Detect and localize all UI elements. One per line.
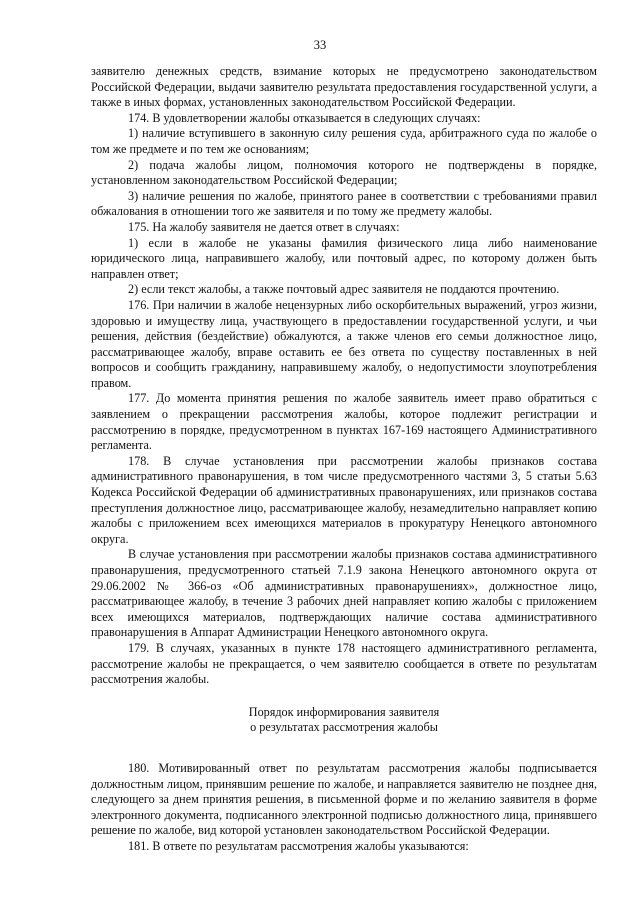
paragraph-174: 174. В удовлетворении жалобы отказывается в следующих случаях: <box>128 110 481 125</box>
paragraph-178: 178. В случае установления при рассмотрении жалобы признаков состава административного правонарушения, в том числе предусмотренного частями 3, 5 статьи 5.63 Кодекса Российской Федерации об административных правонарушениях, или признаков состава преступления должностное лицо, рассматривающее жалобу, незамедлительно направляет копию жалобы с приложением всех имеющихся материалов в прокуратуру Ненецкого автономного округа. <box>91 453 597 546</box>
list-item-175-2: 2) если текст жалобы, а также почтовый адрес заявителя не поддаются прочтению. <box>128 282 560 297</box>
section-heading-line-2: о результатах рассмотрения жалобы <box>250 720 438 735</box>
paragraph-176: 176. При наличии в жалобе нецензурных либо оскорбительных выражений, угроз жизни, здоровью и имуществу лица, участвующего в предоставлении государственной услуги, и чьи решения, действия (бездействие) обжалуются, а также членов его семьи должностное лицо, рассматривающее жалобу, вправе оставить ее без ответа по существу поставленных в ней вопросов и сообщить гражданину, направившему жалобу, о недопустимости злоупотребления правом. <box>91 297 597 390</box>
list-item-174-3: 3) наличие решения по жалобе, принятого ранее в соответствии с требованиями правил обжалования в отношении того же заявителя и по тому же предмету жалобы. <box>91 188 597 219</box>
paragraph-175: 175. На жалобу заявителя не дается ответ в случаях: <box>128 219 400 234</box>
paragraph-177: 177. До момента принятия решения по жалобе заявитель имеет право обратиться с заявлением о прекращении рассмотрения жалобы, которое подлежит регистрации и рассмотрению в порядке, предусмотренном в пунктах 167-169 настоящего Административного регламента. <box>91 391 597 453</box>
section-heading-line-1: Порядок информирования заявителя <box>248 704 440 719</box>
paragraph-180: 180. Мотивированный ответ по результатам рассмотрения жалобы подписывается должностным лицом, принявшим решение по жалобе, и направляется заявителю не позднее дня, следующего за днем принятия решения, в письменной форме и по желанию заявителя в форме электронного документа, подписанного электронной подписью должностного лица, принявшего решение по жалобе, вид которой установлен законодательством Российской Федерации. <box>91 760 597 838</box>
page-number: 33 <box>313 38 327 52</box>
paragraph-181: 181. В ответе по результатам рассмотрения жалобы указываются: <box>128 838 469 853</box>
paragraph-179: 179. В случаях, указанных в пункте 178 настоящего административного регламента, рассмотрение жалобы не прекращается, о чем заявителю сообщается в ответе по результатам рассмотрения жалобы. <box>91 640 597 687</box>
list-item-175-1: 1) если в жалобе не указаны фамилия физического лица либо наименование юридического лица, направившего жалобу, или почтовый адрес, по которому должен быть направлен ответ; <box>91 235 597 281</box>
document-body <box>91 64 597 855</box>
paragraph-178-continued: В случае установления при рассмотрении жалобы признаков состава административного правонарушения, предусмотренного статьей 7.1.9 закона Ненецкого автономного округа от 29.06.2002 № 366-оз «Об административных правонарушениях», должностное лицо, рассматривающее жалобу, в течение 3 рабочих дней направляет копию жалобы с приложением всех имеющихся материалов, подтверждающих наличие состава административного правонарушения в Аппарат Администрации Ненецкого автономного округа. <box>91 547 597 640</box>
paragraph-continuation: заявителю денежных средств, взимание которых не предусмотрено законодательством Российской Федерации, выдачи заявителю результата предоставления государственной услуги, а также в иных формах, установленных законодательством Российской Федерации. <box>91 64 597 110</box>
list-item-174-1: 1) наличие вступившего в законную силу решения суда, арбитражного суда по жалобе о том же предмете и по тем же основаниям; <box>91 126 597 156</box>
list-item-174-2: 2) подача жалобы лицом, полномочия которого не подтверждены в порядке, установленном законодательством Российской Федерации; <box>91 157 597 188</box>
